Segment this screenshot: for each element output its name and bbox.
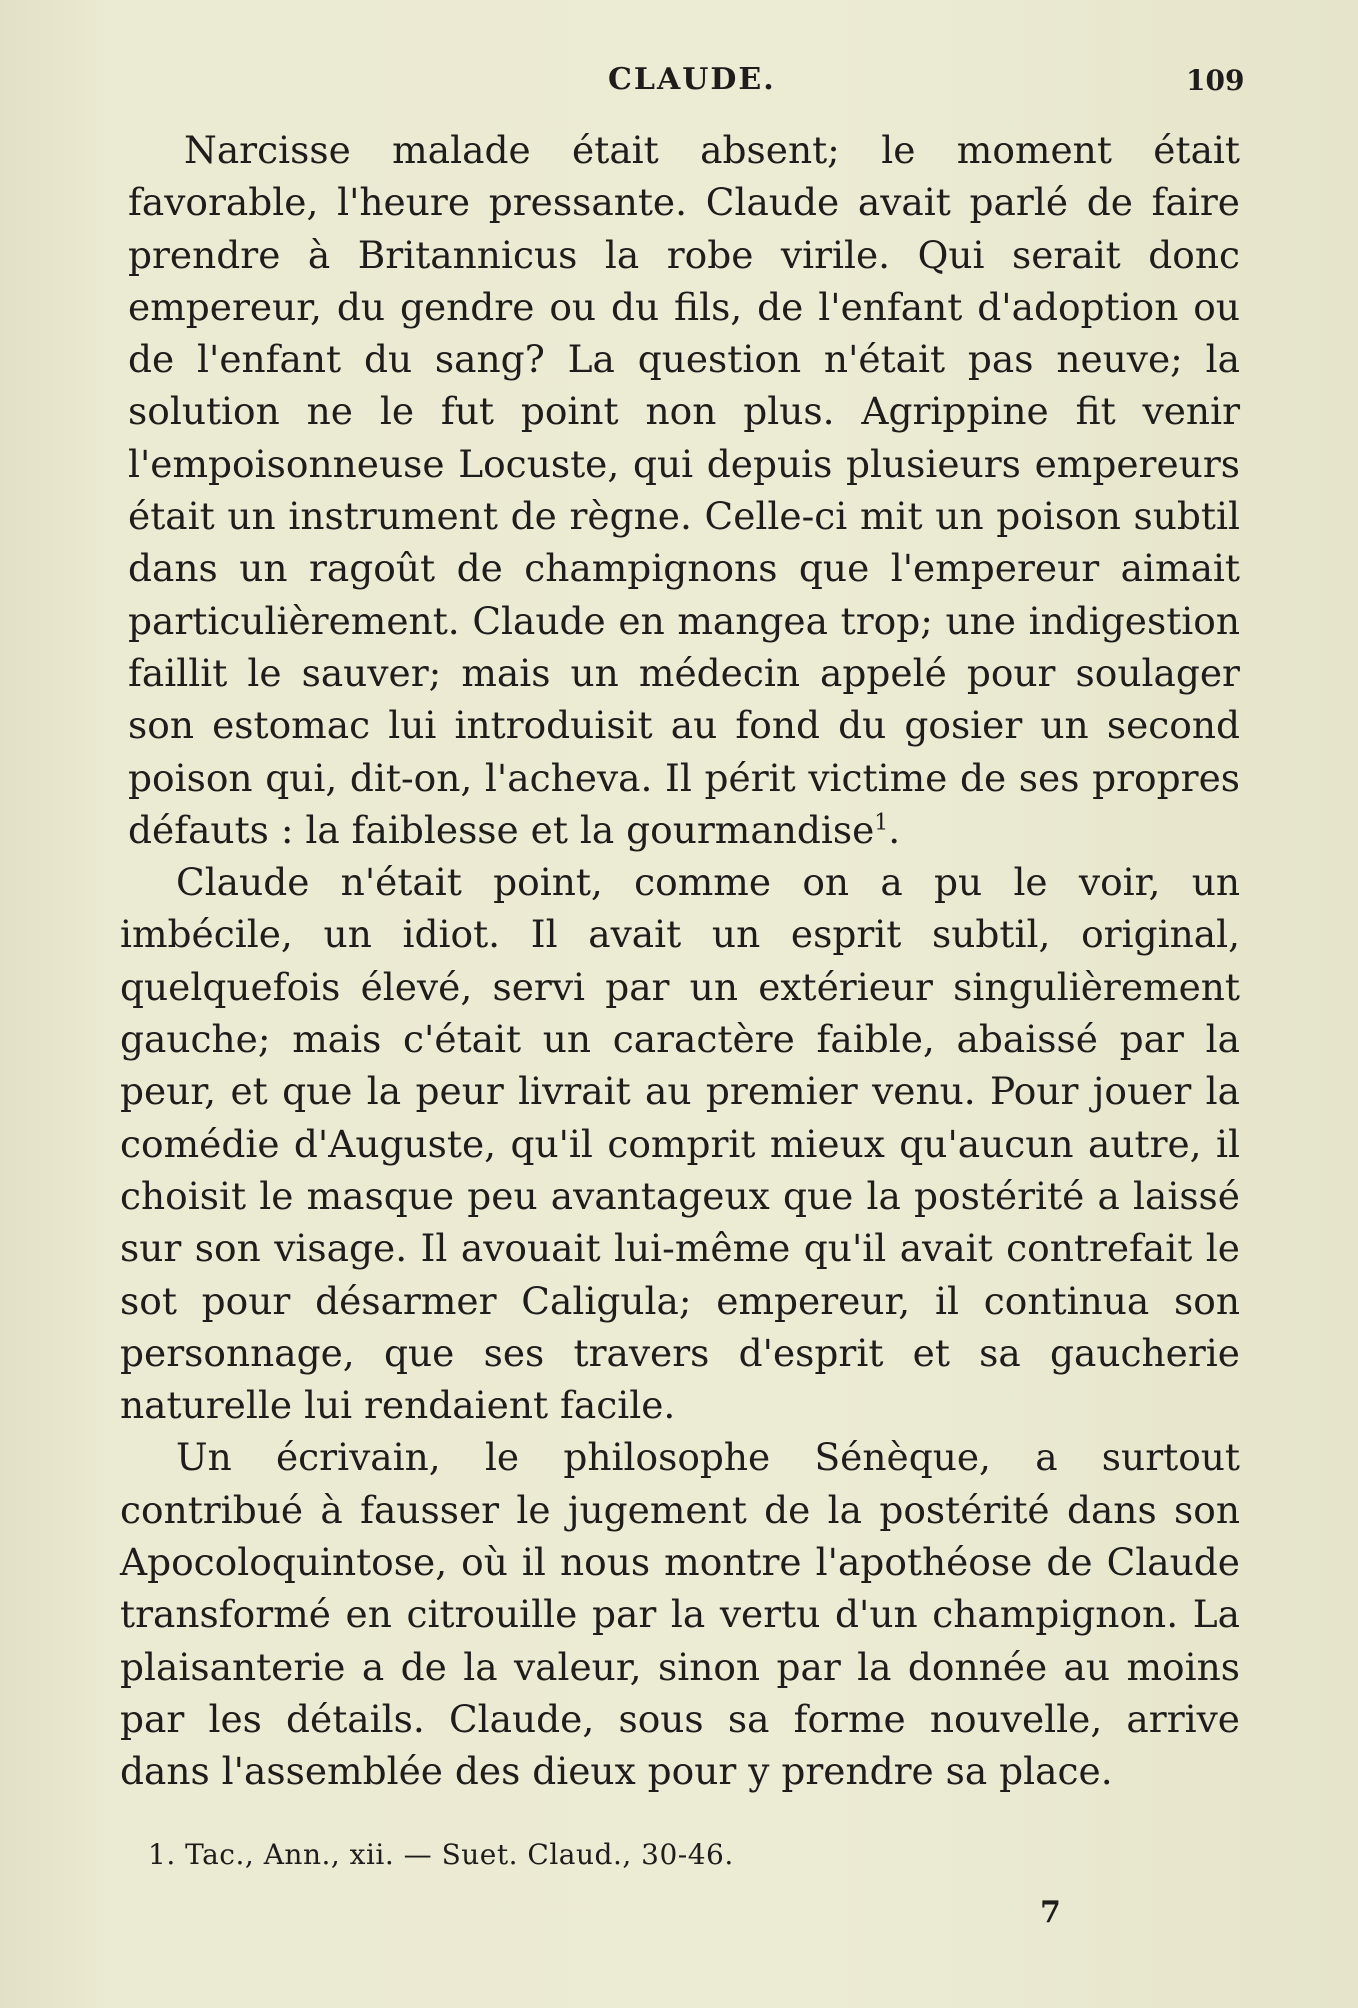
body-text xyxy=(120,124,1240,1798)
signature-mark: 7 xyxy=(1040,1895,1061,1930)
paragraph xyxy=(120,1431,1240,1797)
paragraph: Narcisse malade était absent; le moment était favorable, l'heure pressante. Claude avait parlé de faire prendre à Britannicus la robe virile. Qui serait donc empereur, du gendre ou du fils, de l'enfant d'adoption ou de l'enfant du sang? La question n'était pas neuve; la solution ne le fut point non plus. Agrippine fit venir l'empoisonneuse Locuste, qui depuis plusieurs empereurs était un instrument de règne. Celle-ci mit un poison subtil dans un ragoût de champignons que l'empereur aimait particulièrement. Claude en mangea trop; une indigestion faillit le sauver; mais un médecin appelé pour soulager son estomac lui introduisit au fond du gosier un second poison qui, dit-on, l'acheva. Il périt victime de ses propres défauts : la faiblesse et la gourmandise$^1$. xyxy=(128,128,1240,852)
paragraph xyxy=(120,856,1240,1431)
running-head xyxy=(0,62,1358,102)
footnote-reference[interactable]: 1 xyxy=(874,810,889,836)
paragraph-text: Claude n'était point, comme on a pu le voir, un imbécile, un idiot. Il avait un esprit subtil, original, quelquefois élevé, servi par un extérieur singulièrement gauche; mais c'était un caractère faible, abaissé par la peur, et que la peur livrait au premier venu. Pour jouer la comédie d'Auguste, qu'il comprit mieux qu'aucun autre, il choisit le masque peu avantageux que la postérité a laissé sur son visage. Il avouait lui-même qu'il avait contrefait le sot pour désarmer Caligula; empereur, il continua son personnage, que ses travers d'esprit et sa gaucherie naturelle lui rendaient facile. xyxy=(120,860,1240,1428)
running-head-title: CLAUDE. xyxy=(608,62,776,97)
footnote: 1. Tac., Ann., xii. — Suet. Claud., 30-46. xyxy=(148,1838,734,1871)
paragraph-text: Narcisse malade était absent; le moment était favorable, l'heure pressante. Claude avait parlé de faire prendre à Britannicus la robe virile. Qui serait donc empereur, du gendre ou du fils, de l'enfant d'adoption ou de l'enfant du sang? La question n'était pas neuve; la solution ne le fut point non plus. Agrippine fit venir l'empoisonneuse Locuste, qui depuis plusieurs empereurs était un instrument de règne. Celle-ci mit un poison subtil dans un ragoût de champignons que l'empereur aimait particulièrement. Claude en mangea trop; une indigestion faillit le sauver; mais un médecin appelé pour soulager son estomac lui introduisit au fond du gosier un second poison qui, dit-on, l'acheva. Il périt victime de ses propres défauts : la faiblesse et la gourmandise xyxy=(128,128,1240,852)
page-number: 109 xyxy=(1186,64,1245,97)
paragraph-text: Un écrivain, le philosophe Sénèque, a surtout contribué à fausser le jugement de la postérité dans son Apocoloquintose, où il nous montre l'apothéose de Claude transformé en citrouille par la vertu d'un champignon. La plaisanterie a de la valeur, sinon par la donnée au moins par les détails. Claude, sous sa forme nouvelle, arrive dans l'assemblée des dieux pour y prendre sa place. xyxy=(120,1435,1240,1794)
